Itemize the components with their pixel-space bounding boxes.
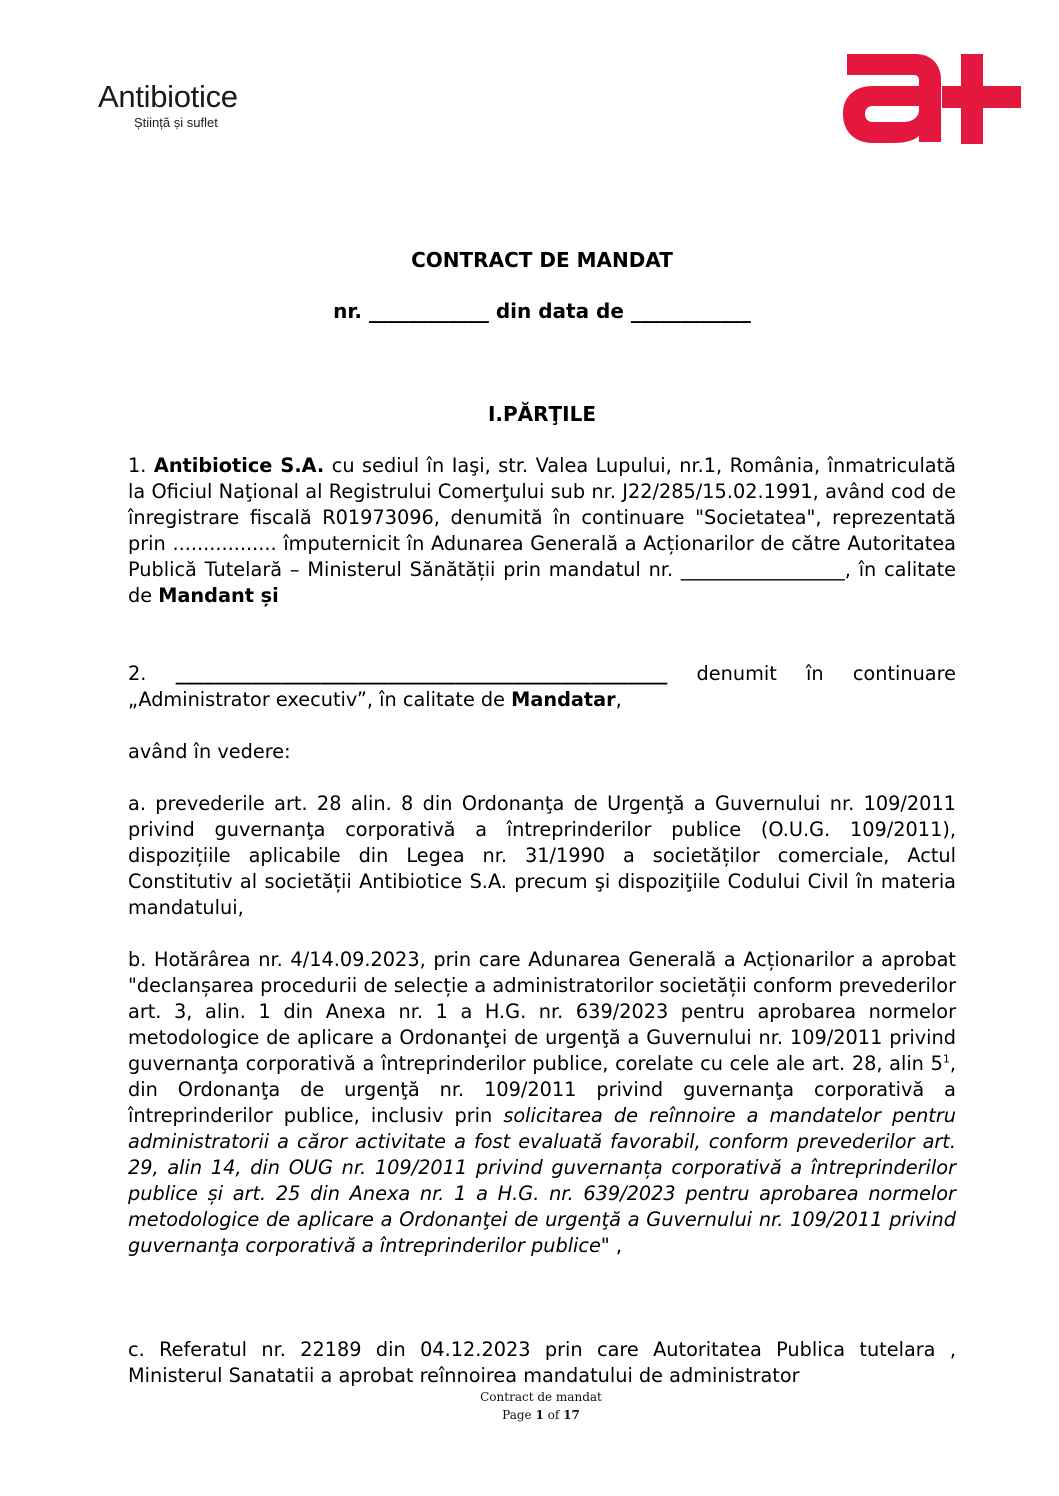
party-2-role: Mandatar (511, 688, 616, 711)
company-logo (98, 80, 238, 130)
section-heading: I.PĂRŢILE (487, 402, 597, 426)
footer-label: Contract de mandat (480, 1390, 602, 1404)
clause-b: b. Hotărârea nr. 4/14.09.2023, prin care Adunarea Generală a Acționarilor a aprobat "declanșarea procedurii de selecție a administratorilor societății conform prevederilor art. 3, alin. 1 din Anexa nr. 1 a H.G. nr. 639/2023 pentru aprobarea normelor metodologice de aplicare a Ordonanţei de urgenţă a Guvernului nr. 109/2011 privind guvernanţa corporativă a întreprinderilor publice, corelate cu cele ale art. 28, alin $5^1$, din Ordonanţa de urgenţă nr. 109/2011 privind guvernanţa corporativă a întreprinderilor publice, inclusiv prin solicitarea de reînnoire a mandatelor pentru administratorii a căror activitate a fost evaluată favorabil, conform prevederilor art. 29, alin 14, din OUG nr. 109/2011 privind guvernanța corporativă a întreprinderilor publice și art. 25 din Anexa nr. 1 a H.G. nr. 639/2023 pentru aprobarea normelor metodologice de aplicare a Ordonanţei de urgenţă a Guvernului nr. 109/2011 privind guvernanţa corporativă a întreprinderilor publice" , (128, 948, 956, 1257)
considering-intro: având în vedere: (128, 740, 291, 763)
clause-a: a. prevederile art. 28 alin. 8 din Ordonanţa de Urgenţă a Guvernului nr. 109/2011 privind guvernanţa corporativă a întreprinderilor publice (O.U.G. 109/2011), dispozițiile aplicabile din Legea nr. 31/1990 a societăților comerciale, Actul Constitutiv al societății Antibiotice S.A. precum şi dispoziţiile Codului Civil în materia mandatului, (128, 792, 956, 919)
logo-company-name: Antibiotice (98, 79, 238, 114)
party-1-role: Mandant și (158, 584, 279, 607)
page-indicator: Page 1 of 17 (502, 1408, 580, 1422)
page-footer (0, 1388, 1059, 1424)
logo-tagline: Știință și suflet (134, 115, 218, 130)
contract-number-line: nr. ____________ din data de ____________ (333, 299, 751, 323)
party-2-paragraph: 2. ___________________________________________________ denumit în continuare „Administrator executiv”, în calitate de Mandatar, (128, 662, 956, 711)
a-plus-logo-icon (843, 50, 1021, 145)
party-1-paragraph: 1. Antibiotice S.A. cu sediul în Iaşi, str. Valea Lupului, nr.1, România, înmatriculată la Oficiul Naţional al Registrului Comerţului sub nr. J22/285/15.02.1991, având cod de înregistrare fiscală R01973096, denumită în continuare "Societatea", reprezentată prin ................. împuternicit în Adunarea Generală a Acționarilor de către Autoritatea Publică Tutelară – Ministerul Sănătății prin mandatul nr. _________________, în calitate de Mandant și (128, 454, 956, 607)
clause-c: c. Referatul nr. 22189 din 04.12.2023 prin care Autoritatea Publica tutelara , Ministerul Sanatatii a aprobat reînnoirea mandatului de administrator (128, 1338, 956, 1387)
document-title: CONTRACT DE MANDAT (411, 248, 673, 272)
party-2-blank: ___________________________________________________ (175, 662, 668, 685)
clause-b-italic: solicitarea de reînnoire a mandatelor pentru administratorii a căror activitate a fost evaluată favorabil, conform prevederilor art. 29, alin 14, din OUG nr. 109/2011 privind guvernanța corporativă a întreprinderilor publice și art. 25 din Anexa nr. 1 a H.G. nr. 639/2023 pentru aprobarea normelor metodologice de aplicare a Ordonanţei de urgenţă a Guvernului nr. 109/2011 privind guvernanţa corporativă a întreprinderilor publice (128, 1104, 956, 1257)
party-1-name: Antibiotice S.A. (153, 454, 325, 477)
